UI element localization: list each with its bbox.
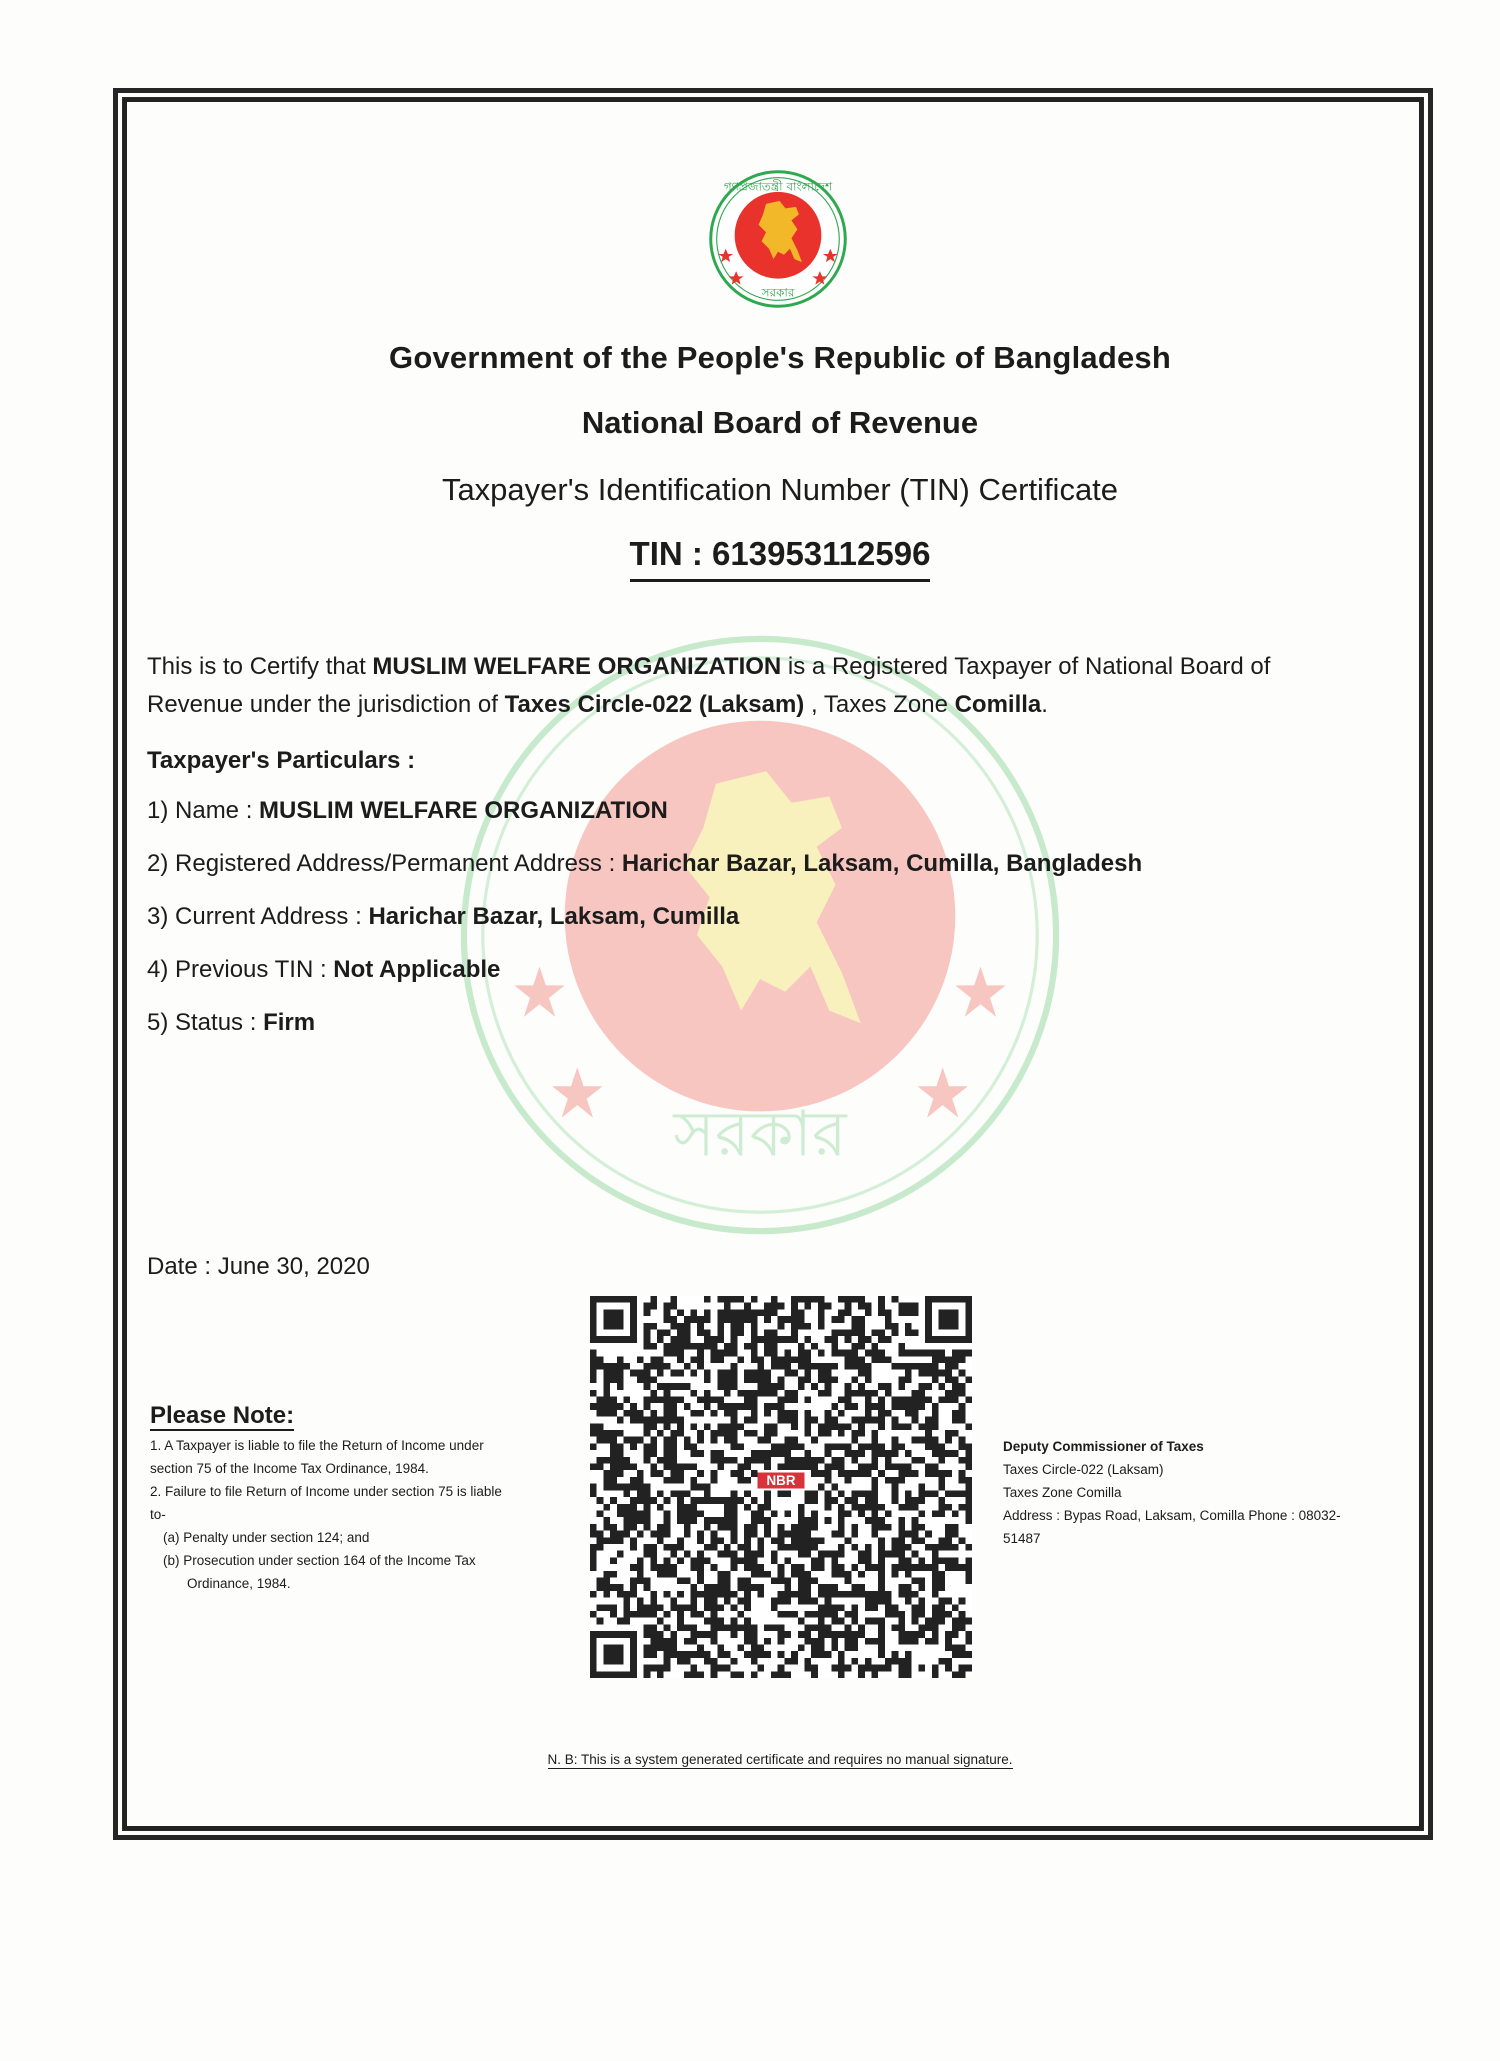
particular-registered-address <box>147 850 1142 878</box>
particular-value: Firm <box>263 1009 316 1036</box>
officer-circle: Taxes Circle-022 (Laksam) <box>1003 1462 1164 1477</box>
certification-statement <box>147 648 1347 724</box>
particulars-heading: Taxpayer's Particulars : <box>147 747 416 774</box>
nb-text: N. B: This is a system generated certificate and requires no manual signature. <box>547 1752 1013 1767</box>
certify-organization: MUSLIM WELFARE ORGANIZATION <box>372 653 782 680</box>
particular-label: 1) Name : <box>147 797 260 824</box>
issue-date: Date : June 30, 2020 <box>147 1253 370 1280</box>
officer-title: Deputy Commissioner of Taxes <box>1003 1439 1204 1454</box>
certificate-title: Taxpayer's Identification Number (TIN) Certificate <box>441 472 1119 507</box>
tin-number-block <box>120 535 1440 582</box>
particular-label: 2) Registered Address/Permanent Address : <box>147 850 622 877</box>
svg-text:সরকার: সরকার <box>673 1097 847 1171</box>
issuing-officer <box>1003 1435 1403 1550</box>
certify-suffix: . <box>1041 691 1048 718</box>
certify-zone: Comilla <box>954 691 1042 718</box>
particular-status <box>147 1009 315 1037</box>
note-line: Ordinance, 1984. <box>187 1576 291 1591</box>
particular-name <box>147 797 668 825</box>
particular-value: MUSLIM WELFARE ORGANIZATION <box>259 797 668 824</box>
svg-text:সরকার: সরকার <box>761 285 795 300</box>
note-line: section 75 of the Income Tax Ordinance, 1984. <box>150 1461 429 1476</box>
particular-previous-tin <box>147 956 500 984</box>
note-line: 1. A Taxpayer is liable to file the Return of Income under <box>150 1438 484 1453</box>
nbr-label: NBR <box>766 1472 796 1488</box>
certify-middle: is a Registered Taxpayer of National Board of Revenue under the jurisdiction of <box>147 653 1271 718</box>
particular-label: 4) Previous TIN : <box>147 956 334 983</box>
particular-label: 3) Current Address : <box>147 903 369 930</box>
particular-label: 5) Status : <box>147 1009 264 1036</box>
certify-prefix: This is to Certify that <box>147 653 373 680</box>
particular-current-address <box>147 903 739 931</box>
svg-text:গণপ্রজাতন্ত্রী বাংলাদেশ: গণপ্রজাতন্ত্রী বাংলাদেশ <box>723 179 833 194</box>
qr-finder-pattern <box>938 1309 958 1329</box>
board-title: National Board of Revenue <box>581 405 979 440</box>
officer-zone: Taxes Zone Comilla <box>1003 1485 1122 1500</box>
particular-value: Harichar Bazar, Laksam, Cumilla <box>368 903 740 930</box>
qr-code <box>590 1296 972 1678</box>
please-note <box>150 1403 570 1595</box>
particular-value: Harichar Bazar, Laksam, Cumilla, Bangladesh <box>621 850 1143 877</box>
officer-address-cont: 51487 <box>1003 1531 1041 1546</box>
tin-number: TIN : 613953112596 <box>630 535 931 582</box>
system-generated-note <box>120 1752 1440 1767</box>
note-line: 2. Failure to file Return of Income under section 75 is liable <box>150 1484 502 1499</box>
officer-address: Address : Bypas Road, Laksam, Comilla Phone : 08032- <box>1003 1508 1341 1523</box>
note-line: to- <box>150 1507 166 1522</box>
qr-finder-pattern <box>603 1309 623 1329</box>
qr-finder-pattern <box>603 1644 623 1664</box>
note-line: (b) Prosecution under section 164 of the Income Tax <box>163 1553 476 1568</box>
certify-circle: Taxes Circle-022 (Laksam) <box>504 691 805 718</box>
note-line: (a) Penalty under section 124; and <box>163 1530 370 1545</box>
note-title: Please Note: <box>150 1402 295 1429</box>
government-title: Government of the People's Republic of Bangladesh <box>389 340 1171 375</box>
particular-value: Not Applicable <box>333 956 501 983</box>
government-seal-icon <box>703 168 853 310</box>
certify-zone-prefix: , Taxes Zone <box>804 691 955 718</box>
